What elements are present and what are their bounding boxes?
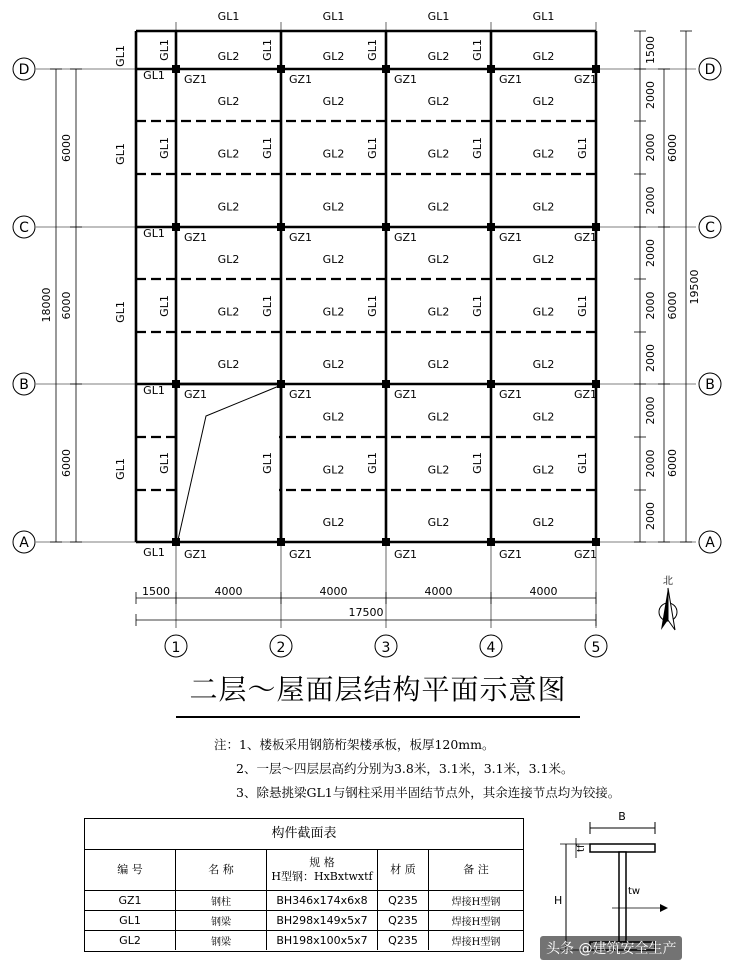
axis-label: 2 — [276, 640, 286, 656]
outer-beam-label: GL1 — [114, 143, 127, 165]
column-marker — [277, 380, 285, 388]
section-table — [84, 818, 524, 952]
column-label: GZ1 — [394, 388, 418, 401]
slab-label: GL2 — [217, 305, 240, 319]
label-tw: tw — [628, 886, 641, 897]
column-label: GZ1 — [574, 548, 598, 561]
dim-label: 6000 — [60, 291, 73, 320]
axis-label: 4 — [486, 640, 496, 656]
vert-beam-label: GL1 — [471, 137, 484, 159]
slab-label: GL2 — [532, 147, 555, 161]
column-marker — [487, 223, 495, 231]
dim-label: 2000 — [644, 186, 657, 215]
dim-label: 6000 — [666, 449, 679, 477]
outer-beam-label: GL1 — [114, 301, 127, 323]
slab-label: GL2 — [532, 50, 555, 63]
watermark: 头条 @建筑安全生产 — [540, 936, 682, 960]
column-label: GZ1 — [289, 73, 313, 86]
vert-beam-label: GL1 — [471, 452, 484, 474]
note-3: 3、除悬挑梁GL1与钢柱采用半固结节点外，其余连接节点均为铰接。 — [236, 785, 621, 800]
vert-beam-label: GL1 — [158, 137, 171, 159]
slab-label: GL2 — [532, 95, 555, 108]
dim-label: 2000 — [644, 502, 657, 530]
vert-beam-label: GL1 — [366, 137, 379, 159]
outer-beam-label: GL1 — [114, 458, 127, 480]
column-label: GZ1 — [499, 548, 523, 561]
vert-beam-label: GL1 — [261, 295, 274, 317]
axis-label: B — [19, 377, 29, 393]
vert-beam-label: GL1 — [576, 295, 589, 317]
vert-beam-label: GL1 — [366, 295, 379, 317]
dim-label: 2000 — [644, 291, 657, 320]
vert-beam-label: GL1 — [471, 39, 484, 61]
column-label: GZ1 — [184, 231, 208, 244]
column-label: GZ1 — [394, 231, 418, 244]
column-label: GZ1 — [499, 73, 523, 86]
top-beam-label: GL1 — [427, 10, 450, 23]
slab-label: GL2 — [427, 358, 450, 371]
axis-label: 3 — [381, 640, 391, 656]
vert-beam-label: GL1 — [576, 452, 589, 474]
vert-beam-label: GL1 — [261, 137, 274, 159]
edge-beam-label: GL1 — [143, 227, 165, 240]
note-2: 2、一层～四层层高约分别为3.8米，3.1米，3.1米，3.1米。 — [236, 761, 574, 776]
slab-label: GL2 — [322, 50, 345, 63]
column-label: GZ1 — [574, 231, 598, 244]
slab-label: GL2 — [427, 95, 450, 108]
dim-label: 2000 — [644, 396, 657, 425]
column-marker — [487, 380, 495, 388]
axis-label: 5 — [591, 640, 601, 656]
outer-beam-label: GL1 — [114, 45, 127, 67]
column-label: GZ1 — [574, 73, 598, 86]
slab-label: GL2 — [322, 95, 345, 108]
column-marker — [592, 223, 600, 231]
axis-label: B — [705, 377, 715, 393]
slab-label: GL2 — [322, 463, 345, 477]
dim-label: 4000 — [424, 585, 453, 598]
slab-label: GL2 — [532, 410, 555, 424]
th-name: 名 称 — [176, 850, 267, 891]
slab-label: GL2 — [217, 358, 240, 371]
slab-label: GL2 — [427, 200, 450, 214]
column-label: GZ1 — [574, 388, 598, 401]
column-label: GZ1 — [184, 548, 208, 561]
slab-label: GL2 — [532, 200, 555, 214]
dim-label: 2000 — [644, 133, 657, 162]
dim-label: 2000 — [644, 449, 657, 478]
drawing-title: 二层～屋面层结构平面示意图 — [189, 673, 567, 706]
vert-beam-label: GL1 — [576, 137, 589, 159]
column-label: GZ1 — [394, 548, 418, 561]
note-1: 注：1、楼板采用钢筋桁架楼承板，板厚120mm。 — [214, 737, 495, 752]
column-label: GZ1 — [184, 73, 208, 86]
label-h: H — [554, 894, 563, 907]
dim-label: 2000 — [644, 81, 657, 109]
slab-label: GL2 — [427, 516, 450, 529]
column-label: GZ1 — [184, 388, 208, 401]
axis-label: D — [18, 62, 30, 78]
axis-label: A — [705, 535, 715, 551]
dim-label: 4000 — [319, 585, 348, 598]
dim-label: 6000 — [666, 134, 679, 162]
column-label: GZ1 — [289, 548, 313, 561]
column-marker — [172, 538, 180, 546]
table-header-row — [85, 850, 523, 891]
vert-beam-label: GL1 — [261, 452, 274, 474]
column-marker — [277, 65, 285, 73]
table-row: GZ1 钢柱 BH346x174x6x8 Q235 焊接H型钢 — [85, 891, 523, 911]
slab-label: GL2 — [322, 147, 345, 161]
column-marker — [592, 65, 600, 73]
th-remark: 备 注 — [429, 850, 524, 891]
slab-label: GL2 — [427, 410, 450, 424]
slab-label: GL2 — [322, 253, 345, 266]
column-marker — [382, 380, 390, 388]
slab-label: GL2 — [322, 358, 345, 371]
axis-label: 1 — [171, 640, 181, 656]
column-label: GZ1 — [289, 388, 313, 401]
slab-label: GL2 — [427, 50, 450, 63]
dim-label: 1500 — [142, 585, 170, 598]
column-label: GZ1 — [499, 231, 523, 244]
column-label: GZ1 — [289, 231, 313, 244]
vert-beam-label: GL1 — [158, 39, 171, 61]
axis-label: C — [705, 220, 715, 236]
slab-label: GL2 — [427, 463, 450, 477]
north-label: 北 — [663, 576, 673, 587]
column-marker — [592, 380, 600, 388]
slab-label: GL2 — [427, 253, 450, 266]
column-label: GZ1 — [499, 388, 523, 401]
slab-label: GL2 — [532, 358, 555, 371]
edge-beam-label: GL1 — [143, 546, 165, 559]
th-id: 编 号 — [85, 850, 176, 891]
vert-beam-label: GL1 — [366, 39, 379, 61]
label-b: B — [618, 810, 626, 823]
table-row: GL1 钢梁 BH298x149x5x7 Q235 焊接H型钢 — [85, 911, 523, 931]
label-tf: tf — [576, 844, 587, 852]
dim-label: 1500 — [644, 36, 657, 64]
top-beam-label: GL1 — [322, 10, 345, 23]
dim-label: 6000 — [60, 449, 73, 477]
dim-label: 2000 — [644, 344, 657, 372]
column-marker — [172, 380, 180, 388]
dim-label: 2000 — [644, 239, 657, 267]
slab-label: GL2 — [532, 463, 555, 477]
top-beam-label: GL1 — [532, 10, 555, 23]
slab-label: GL2 — [217, 50, 240, 63]
vert-beam-label: GL1 — [366, 452, 379, 474]
dim-label: 4000 — [529, 585, 558, 598]
dim-label: 18000 — [40, 287, 53, 323]
vert-beam-label: GL1 — [158, 295, 171, 317]
axis-label: A — [19, 535, 29, 551]
slab-label: GL2 — [322, 410, 345, 424]
slab-label: GL2 — [217, 253, 240, 266]
axis-label: C — [19, 220, 29, 236]
column-marker — [382, 538, 390, 546]
dim-label: 6000 — [666, 291, 679, 320]
slab-label: GL2 — [532, 305, 555, 319]
vert-beam-label: GL1 — [471, 295, 484, 317]
dim-label: 17500 — [348, 606, 384, 619]
slab-label: GL2 — [532, 253, 555, 266]
slab-label: GL2 — [217, 200, 240, 214]
column-marker — [277, 538, 285, 546]
dim-label: 19500 — [688, 269, 701, 305]
dim-label: 4000 — [214, 585, 243, 598]
slab-label: GL2 — [217, 95, 240, 108]
slab-label: GL2 — [322, 200, 345, 214]
title-underline — [176, 716, 580, 718]
edge-beam-label: GL1 — [143, 384, 165, 397]
table-row: GL2 钢梁 BH198x100x5x7 Q235 焊接H型钢 — [85, 931, 523, 951]
edge-beam-label: GL1 — [143, 69, 165, 82]
column-marker — [487, 65, 495, 73]
column-marker — [172, 223, 180, 231]
slab-label: GL2 — [427, 305, 450, 319]
slab-label: GL2 — [322, 305, 345, 319]
th-spec: 规 格 H型钢：HxBxtwxtf — [267, 850, 378, 891]
vert-beam-label: GL1 — [158, 452, 171, 474]
north-arrow — [668, 588, 675, 630]
slab-label: GL2 — [217, 147, 240, 161]
column-marker — [382, 65, 390, 73]
column-marker — [592, 538, 600, 546]
table-caption: 构件截面表 — [85, 819, 523, 850]
dim-label: 6000 — [60, 134, 73, 162]
top-beam-label: GL1 — [217, 10, 240, 23]
slab-label: GL2 — [427, 147, 450, 161]
th-material: 材 质 — [378, 850, 429, 891]
slab-label: GL2 — [532, 516, 555, 529]
column-marker — [382, 223, 390, 231]
vert-beam-label: GL1 — [261, 39, 274, 61]
column-marker — [487, 538, 495, 546]
column-marker — [277, 223, 285, 231]
slab-label: GL2 — [322, 516, 345, 529]
column-label: GZ1 — [394, 73, 418, 86]
column-marker — [172, 65, 180, 73]
north-arrow — [661, 588, 668, 630]
notes — [214, 733, 620, 805]
axis-label: D — [704, 62, 716, 78]
